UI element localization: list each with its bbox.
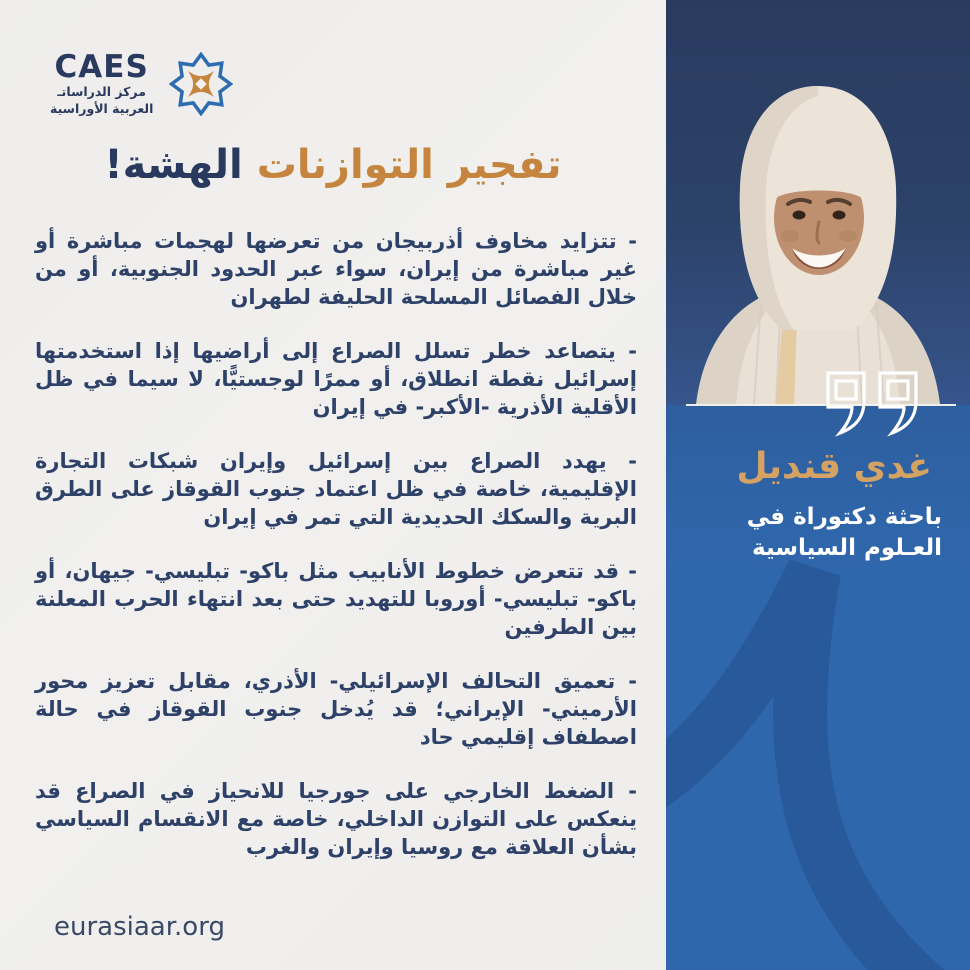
brand-name-line1: مركز الدراساتـ (57, 84, 146, 100)
bullet-point: - قد تتعرض خطوط الأنابيب مثل باكو- تبليسي- جيهان، أو باكو- تبليسي- أوروبا للتهديد حتى بعد انتهاء الحرب المعلنة بين الطرفين (35, 559, 637, 639)
brand-text (50, 49, 154, 116)
website-link[interactable]: eurasiaar.org (54, 912, 225, 942)
bullet-point: - يتصاعد خطر تسلل الصراع إلى أراضيها إذا استخدمتها إسرائيل نقطة انطلاق، أو ممرًا لوجستيًّا، لا سيما في ظل الأقلية الأذرية -الأكبر- في إيران (35, 339, 637, 419)
page-title (0, 142, 666, 188)
brand-logo (50, 49, 233, 116)
footer (54, 912, 225, 942)
profile-role-line2: العـلوم السياسية (752, 535, 942, 561)
profile-name: غدي قنديل (736, 446, 932, 487)
bullet-list (35, 227, 637, 887)
panel-lower (666, 405, 970, 970)
bullet-point: - الضغط الخارجي على جورجيا للانحياز في الصراع قد ينعكس على التوازن الداخلي، خاصة مع الانقسام السياسي بشأن العلاقة مع روسيا وإيران والغرب (35, 779, 637, 859)
double-quote-icon (824, 369, 920, 441)
profile-role (666, 502, 970, 564)
title-highlight: تفجير التوازنات (256, 142, 562, 188)
profile-role-line1: باحثة دكتوراة في (746, 504, 942, 530)
star-watermark-icon (666, 515, 970, 970)
title-rest: الهشة! (104, 142, 243, 188)
eight-point-star-icon (169, 52, 233, 116)
brand-name-line2: العربية الأوراسية (50, 100, 154, 116)
bullet-point: - تتزايد مخاوف أذربيجان من تعرضها لهجمات مباشرة أو غير مباشرة من إيران، سواء عبر الحدود الجنوبية، أو من خلال الفصائل المسلحة الحليفة لطهران (35, 229, 637, 309)
bullet-point: - يهدد الصراع بين إسرائيل وإيران شبكات التجارة الإقليمية، خاصة في ظل اعتماد جنوب القوقاز على الطرق البرية والسكك الحديدية التي تمر في إيران (35, 449, 637, 529)
brand-acronym: CAES (54, 49, 149, 86)
profile-photo (666, 0, 970, 405)
bullet-point: - تعميق التحالف الإسرائيلي- الأذري، مقابل تعزيز محور الأرميني- الإيراني؛ قد يُدخل جنوب القوقاز في حالة اصطفاف إقليمي حاد (35, 669, 637, 749)
